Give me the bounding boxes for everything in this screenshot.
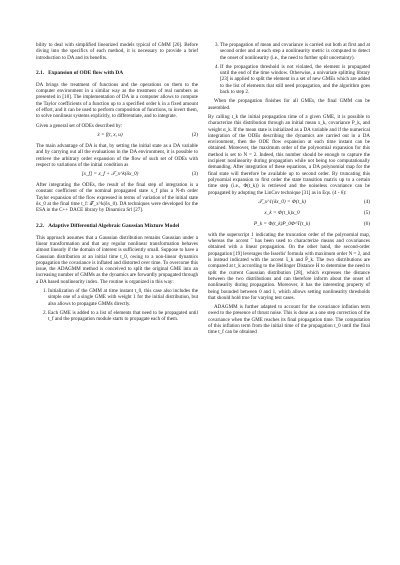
- paragraph: After integrating the ODEs, the result of the final step of integration is a constant coefficient of the nominal propagated state x_f plus a N-th order Taylor expansion of the flow expressed in terms of variation of the initial state δx_0 at the final time t_f: 𝒯_x^k(δx_0). DA techniques were developed for the ESA in the C++ DACE library by Dinamica Srl [27].: [36, 182, 198, 214]
- equation-number: (2): [191, 131, 198, 138]
- list-item: 2. Each GME is added to a list of elements that need to be propagated until t_f and the propagation module starts to propagate each of them.: [48, 310, 198, 323]
- right-column: [208, 42, 370, 339]
- equation-number: (3): [191, 171, 198, 178]
- paragraph: By calling t_k the initial propagation time of a given GME, it is possible to characterize this distribution through an initial mean x_k, covariance P_k, and weight α_k. If the mean state is initialized as a DA variable and if the numerical integration of the ODEs describing the dynamics are carried out in a DA environment, then the ODE flow expansion at each time instant can be obtained. Moreover, the maximum order of the polynomial expansion for this method is set to N = 2. Indeed, this number should be enough to capture the incipient nonlinearity during propagation while not being too computationally demanding. After integration of these equations, a DA polynomial map for the final state will therefore be available up to second order. By truncating this polynomial expansion to first order the state transition matrix up to a certain time step (i.e., Φ(t_k)) is retrieved and the noiseless covariance can be propagated by adopting the LinCov technique [31] as in Eqs. (4 - 6):: [208, 113, 370, 196]
- equation-number: (6): [363, 220, 370, 227]
- equation-expression: 𝒯_x^1(δx_0) = Φ(t_k): [258, 198, 306, 205]
- list-item: 4. If the propagation threshold is not violated, the element is propagated until the end of the time window. Otherwise, a univariate splitting library [23] is applied to split the element in a set of new GMEs which are added to the list of elements that still need propagation, and the algorithm goes back to step 2.: [220, 64, 370, 95]
- section-title: Adaptive Differential Algebraic Gaussian Mixture Model: [48, 222, 180, 229]
- section-2-1-heading: [36, 70, 198, 77]
- equation-4: [208, 199, 370, 206]
- equation-expression: ẋ = f(t, x, u): [97, 131, 123, 138]
- equation-2: [36, 132, 198, 139]
- equation-6: [208, 221, 370, 228]
- equation-number: (4): [363, 198, 370, 205]
- paragraph: with the superscript 1 indicating the truncation order of the polynomial map, whereas the accent ˆ has been used to characterize means and covariances obtained with a linear propagation. On the other hand, the second-order propagation [19] leverages the Isserlis' formula with maximum order N = 2, and is instead indicated with the accent x̄_k and P̄_k. The two distributions are compared at t_k according to the Hellinger Distance H to determine the need to split the current Gaussian distribution [28], which expresses the distance between the two distributions and can therefore inform about the onset of nonlinearity during propagation. Moreover, it has the interesting property of being bounded between 0 and 1, which allows setting nonlinearity thresholds that should hold true for varying test cases.: [208, 231, 370, 301]
- section-title: Expansion of ODE flow with DA: [48, 69, 124, 76]
- paragraph: This approach assumes that a Gaussian distribution remains Gaussian under a linear transformation and that any regular nonlinear transformation behaves almost linearly if the domain of interest is sufficiently small. Suppose to have a Gaussian distribution at an initial time t_0, owing to a non-linear dynamics propagation the covariance is inflated and distorted over time. To overcome this issue, the ADAGMM method is conceived to split the original GME into an increasing number of GMMs as the dynamics are forwardly propagated through a DA based nonlinearity index. The routine is organized in this way:: [36, 234, 198, 285]
- list-item: 3. The propagation of mean and covariance is carried out both at first and at second order and at each step a nonlinearity metric is computed to detect the onset of nonlinearity (i.e., the need to further split uncertainty).: [220, 42, 370, 61]
- section-number: 2.1.: [36, 69, 45, 76]
- equation-expression: x_k = Φ(t_k)x_0: [264, 209, 300, 216]
- equation-3: [36, 171, 198, 178]
- paragraph: The main advantage of DA is that, by setting the initial state as a DA variable and by carrying out all the evaluations in the DA environment, it is possible to retrieve the arbitrary order expansion of the flow of such set of ODEs with respect to variations of the initial condition as: [36, 142, 198, 168]
- left-column: [36, 42, 198, 326]
- equation-expression: P_k = Φ(t_k)P_0Φ^T(t_k): [253, 220, 311, 227]
- section-number: 2.2.: [36, 222, 45, 229]
- algorithm-steps-list-continued: [208, 42, 370, 95]
- list-item: 1. Initialization of the GMM at time instant t_0, this case also includes the simple one of a single GME with weight 1 for the initial distribution, but also allows to propagate GMMs directly.: [48, 288, 198, 307]
- section-2-2-heading: [36, 223, 198, 230]
- paragraph: Given a general set of ODEs described by:: [36, 122, 123, 129]
- paragraph: When the propagation finishes for all GMEs, the final GMM can be assembled.: [208, 98, 370, 111]
- paragraph: DA brings the treatment of functions and the operations on them to the computer environment in a similar way as the treatment of real numbers as presented in [18]. The implementation of DA in a computer allows to compute the Taylor coefficients of a function up to a specified order k in a fixed amount of effort, and it can be used to perform composition of functions, to invert them, to solve nonlinear systems explicitly, to differentiate, and to integrate.: [36, 81, 198, 120]
- algorithm-steps-list: [36, 288, 198, 322]
- equation-number: (5): [363, 209, 370, 216]
- intro-paragraph: bility to deal with simplified linearized models typical of GMM [26]. Before diving into the specifics of each method, it is necessary to provide a brief introduction to DA and its benefits.: [36, 42, 198, 61]
- equation-expression: [x_f] = x_f + 𝒯_x^k(δx_0): [81, 171, 139, 178]
- equation-5: [208, 210, 370, 217]
- paragraph: ADAGMM is further adapted to account for the covariance inflation term owed to the presence of thrust noise. This is done as a one step correction of the covariance when the GME reaches its final propagation time. The computation of this inflation term from the initial time of the propagation t_0 until the final time t_f can be obtained: [208, 304, 370, 336]
